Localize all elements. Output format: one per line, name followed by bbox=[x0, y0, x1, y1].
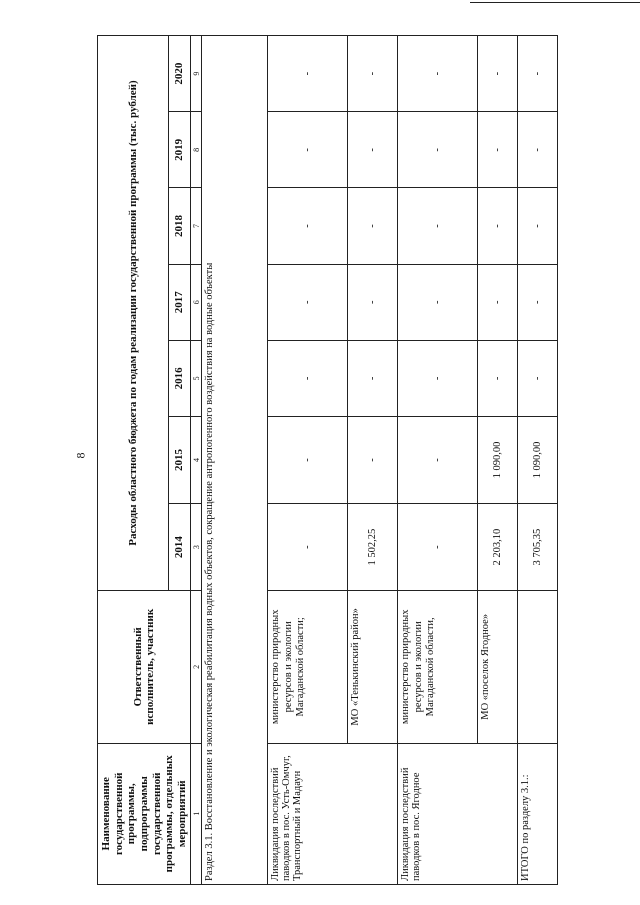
value-cell: 2 203,10 bbox=[478, 504, 518, 591]
index-cell: 7 bbox=[191, 188, 202, 264]
value-cell: - bbox=[398, 188, 478, 264]
header-year: 2016 bbox=[169, 340, 191, 416]
total-value: - bbox=[518, 264, 558, 340]
index-cell: 2 bbox=[191, 591, 202, 743]
value-cell: - bbox=[398, 504, 478, 591]
total-value: 3 705,35 bbox=[518, 504, 558, 591]
value-cell: - bbox=[348, 36, 398, 112]
executor-cell: МО «Тенькинский район» bbox=[348, 591, 398, 743]
value-cell: - bbox=[478, 36, 518, 112]
measure-name: Ликвидация последствий паводков в пос. Усть-Омчуг, Транспортный и Мадаун bbox=[268, 743, 398, 884]
value-cell: - bbox=[348, 264, 398, 340]
value-cell: - bbox=[268, 264, 348, 340]
rotated-table-wrapper bbox=[97, 35, 557, 885]
header-executor: Ответственный исполнитель, участник bbox=[98, 591, 191, 743]
total-value: - bbox=[518, 36, 558, 112]
value-cell: - bbox=[398, 264, 478, 340]
value-cell: - bbox=[268, 112, 348, 188]
value-cell: - bbox=[268, 188, 348, 264]
index-cell: 5 bbox=[191, 340, 202, 416]
index-row bbox=[191, 36, 202, 885]
index-cell: 1 bbox=[191, 743, 202, 884]
value-cell: - bbox=[348, 417, 398, 504]
top-rule bbox=[470, 2, 640, 3]
table-row bbox=[398, 36, 478, 885]
value-cell: 1 090,00 bbox=[478, 417, 518, 504]
index-cell: 3 bbox=[191, 504, 202, 591]
value-cell: - bbox=[348, 340, 398, 416]
value-cell: - bbox=[348, 112, 398, 188]
section-row bbox=[202, 36, 268, 885]
header-year: 2020 bbox=[169, 36, 191, 112]
page-number: 8 bbox=[73, 452, 88, 459]
value-cell: - bbox=[268, 340, 348, 416]
value-cell: - bbox=[268, 36, 348, 112]
index-cell: 8 bbox=[191, 112, 202, 188]
index-cell: 9 bbox=[191, 36, 202, 112]
value-cell: - bbox=[478, 188, 518, 264]
total-label: ИТОГО по разделу 3.1.: bbox=[518, 743, 558, 884]
value-cell: - bbox=[398, 112, 478, 188]
table-row bbox=[268, 36, 348, 885]
total-value: 1 090,00 bbox=[518, 417, 558, 504]
total-value: - bbox=[518, 188, 558, 264]
header-name: Наименование государственной программы, подпрограммы государственной программы, отдельных мероприятий bbox=[98, 743, 191, 884]
index-cell: 4 bbox=[191, 417, 202, 504]
section-title: Раздел 3.1. Восстановление и экологическая реабилитация водных объектов, сокращение антропогенного воздействия на водные объекты bbox=[202, 36, 268, 885]
executor-cell: МО «поселок Ягодное» bbox=[478, 591, 518, 743]
header-year: 2014 bbox=[169, 504, 191, 591]
index-cell: 6 bbox=[191, 264, 202, 340]
value-cell: - bbox=[268, 504, 348, 591]
executor-cell: министерство природных ресурсов и экологии Магаданской области; bbox=[268, 591, 348, 743]
total-row bbox=[518, 36, 558, 885]
executor-cell: министерство природных ресурсов и экологии Магаданской области, bbox=[398, 591, 478, 743]
value-cell: - bbox=[268, 417, 348, 504]
value-cell: - bbox=[348, 188, 398, 264]
executor-cell bbox=[518, 591, 558, 743]
budget-table bbox=[97, 35, 558, 885]
measure-name: Ликвидация последствий паводков в пос. Ягодное bbox=[398, 743, 518, 884]
value-cell: - bbox=[478, 112, 518, 188]
value-cell: 1 502,25 bbox=[348, 504, 398, 591]
header-year: 2015 bbox=[169, 417, 191, 504]
value-cell: - bbox=[398, 340, 478, 416]
total-value: - bbox=[518, 340, 558, 416]
header-year: 2019 bbox=[169, 112, 191, 188]
header-year: 2018 bbox=[169, 188, 191, 264]
header-year: 2017 bbox=[169, 264, 191, 340]
value-cell: - bbox=[478, 340, 518, 416]
header-expenses-group: Расходы областного бюджета по годам реализации государственной программы (тыс. рублей) bbox=[98, 36, 169, 591]
value-cell: - bbox=[478, 264, 518, 340]
value-cell: - bbox=[398, 417, 478, 504]
total-value: - bbox=[518, 112, 558, 188]
value-cell: - bbox=[398, 36, 478, 112]
